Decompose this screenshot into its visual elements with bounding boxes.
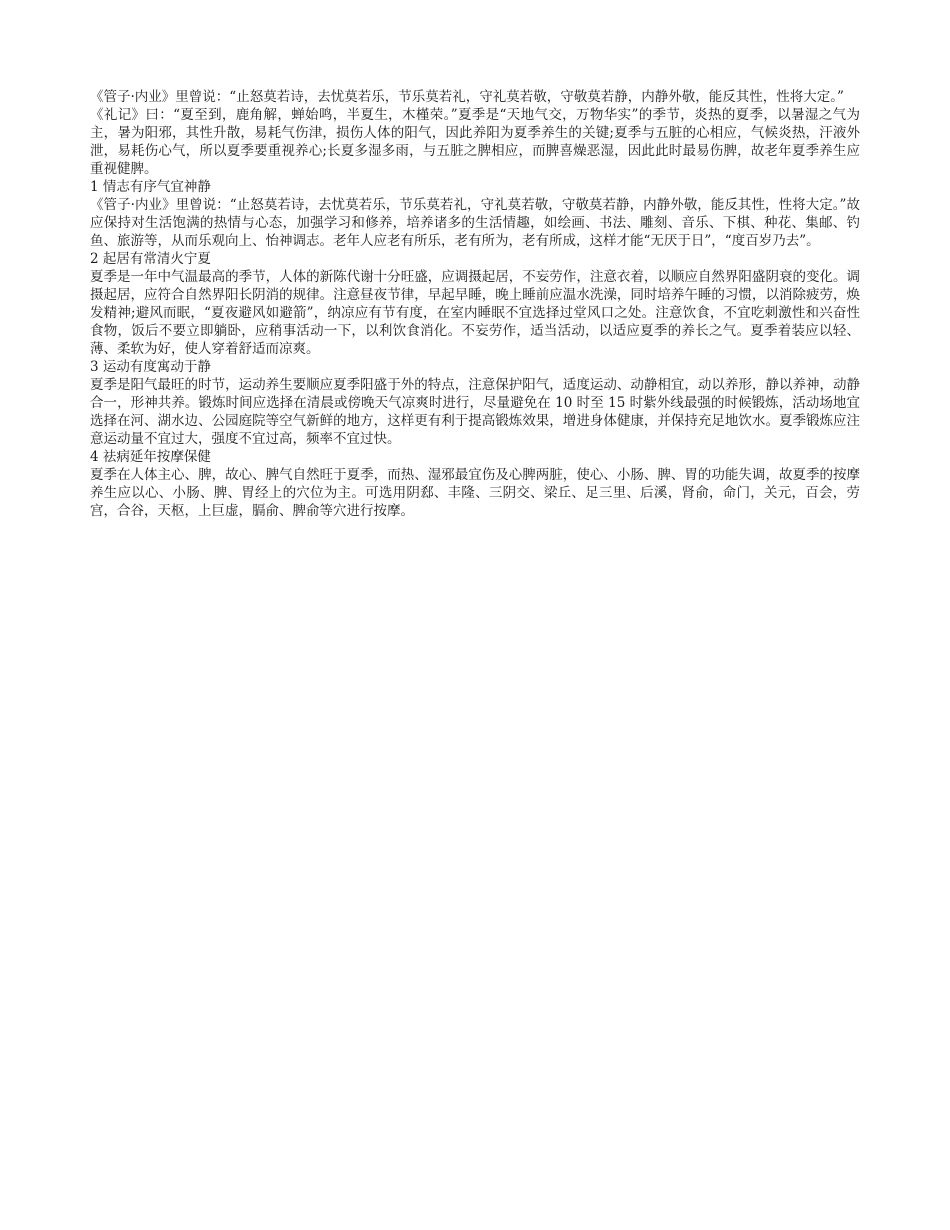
section-body-4: 夏季在人体主心、脾，故心、脾气自然旺于夏季，而热、湿邪最宜伤及心脾两脏，使心、小肠、脾、胃的功能失调，故夏季的按摩养生应以心、小肠、脾、胃经上的穴位为主。可选用阴郄、丰隆、三阴交、梁丘、足三里、后溪，肾俞，命门，关元，百会，劳宫，合谷，天枢，上巨虚，膈俞、脾俞等穴进行按摩。 (90, 467, 860, 519)
section-heading-1: 1 情志有序气宜神静 (90, 179, 211, 195)
section-body-1: 《管子·内业》里曾说：“止怒莫若诗，去忧莫若乐，节乐莫若礼，守礼莫若敬，守敬莫若静，内静外敬，能反其性，性将大定。”故应保持对生活饱满的热情与心态，加强学习和修养，培养诸多的生活情趣，如绘画、书法、雕刻、音乐、下棋、种花、集邮、钓鱼、旅游等，从而乐观向上、怡神调志。老年人应老有所乐，老有所为，老有所成，这样才能“无厌于日”，“度百岁乃去”。 (90, 197, 860, 249)
section-body-2: 夏季是一年中气温最高的季节，人体的新陈代谢十分旺盛，应调摄起居，不妄劳作，注意衣着，以顺应自然界阳盛阴衰的变化。调摄起居，应符合自然界阳长阴消的规律。注意昼夜节律，早起早睡，晚上睡前应温水洗澡，同时培养午睡的习惯，以消除疲劳，焕发精神;避风而眠，“夏夜避风如避箭”，纳凉应有节有度，在室内睡眠不宜选择过堂风口之处。注意饮食，不宜吃刺激性和兴奋性食物，饭后不要立即躺卧，应稍事活动一下，以利饮食消化。不妄劳作，适当活动，以适应夏季的养长之气。夏季着装应以轻、薄、柔软为好，使人穿着舒适而凉爽。 (90, 269, 860, 357)
section-body-3: 夏季是阳气最旺的时节，运动养生要顺应夏季阳盛于外的特点，注意保护阳气，适度运动、动静相宜，动以养形，静以养神，动静合一，形神共养。锻炼时间应选择在清晨或傍晚天气凉爽时进行，尽量避免在 10 时至 15 时紫外线最强的时候锻炼，活动场地宜选择在河、湖水边、公园庭院等空气新鲜的地方，这样更有利于提高锻炼效果，增进身体健康，并保持充足地饮水。夏季锻炼应注意运动量不宜过大，强度不宜过高，频率不宜过快。 (90, 377, 860, 447)
intro-paragraph: 《礼记》曰：“夏至到，鹿角解，蝉始鸣，半夏生，木槿荣。”夏季是“天地气交，万物华实”的季节，炎热的夏季，以暑湿之气为主，暑为阳邪，其性升散，易耗气伤津，损伤人体的阳气，因此养阳为夏季养生的关键;夏季与五脏的心相应，气候炎热，汗液外泄，易耗伤心气，所以夏季要重视养心;长夏多湿多雨，与五脏之脾相应，而脾喜燥恶湿，因此此时最易伤脾，故老年夏季养生应重视健脾。 (90, 107, 860, 177)
section-heading-3: 3 运动有度寓动于静 (90, 359, 211, 375)
article (90, 88, 860, 520)
section-heading-4: 4 祛病延年按摩保健 (90, 449, 211, 465)
section-heading-2: 2 起居有常清火宁夏 (90, 251, 211, 267)
intro-quote-paragraph: 《管子·内业》里曾说：“止怒莫若诗，去忧莫若乐，节乐莫若礼，守礼莫若敬，守敬莫若静，内静外敬，能反其性，性将大定。” (90, 89, 844, 105)
